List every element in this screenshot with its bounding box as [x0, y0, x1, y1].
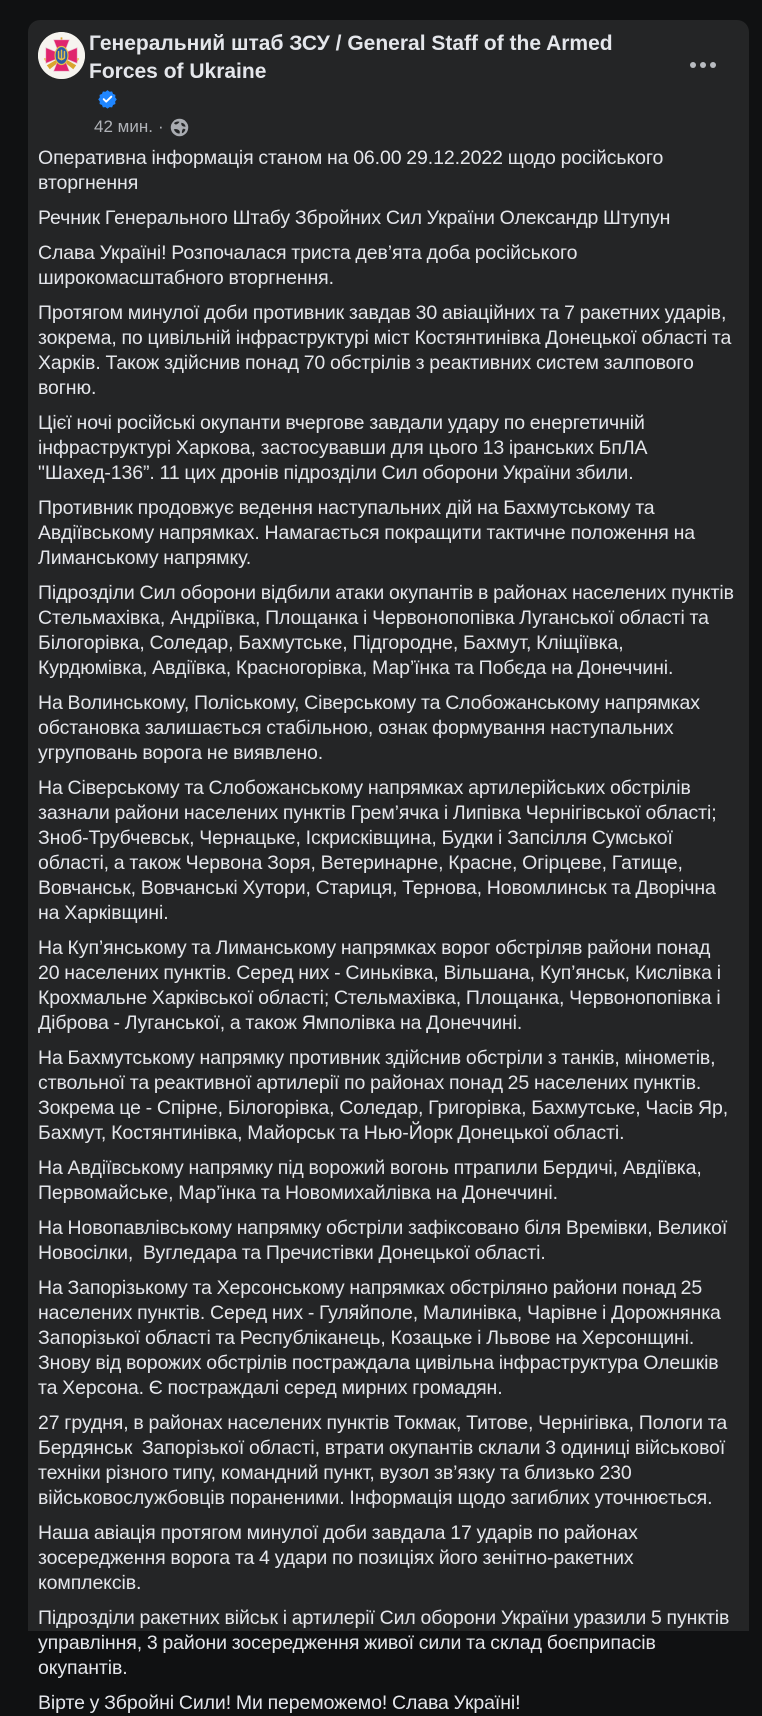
post-paragraph: Наша авіація протягом минулої доби завдала 17 ударів по районах зосередження ворога та 4 удари по позиціях його зенітно-ракетних комплексів.	[38, 1522, 638, 1594]
post-text	[28, 137, 749, 1716]
badge-row	[98, 90, 733, 109]
post-paragraph: Вірте у Збройні Сили! Ми переможемо! Слава Україні!	[38, 1692, 521, 1714]
verified-badge-icon	[98, 90, 117, 109]
post-meta	[94, 117, 733, 137]
page-avatar[interactable]	[38, 32, 85, 79]
post-paragraph: Речник Генерального Штабу Збройних Сил України Олександр Штупун	[38, 207, 671, 229]
post-paragraph: На Бахмутському напрямку противник здійснив обстріли з танків, мінометів, ствольної та реактивної артилерії по районах понад 25 населених пунктів. Зокрема це - Спірне, Білогорівка, Соледар, Григорівка, Бахмутське, Часів Яр, Бахмут, Костянтинівка, Майорськ та Нью-Йорк Донецької області.	[38, 1047, 729, 1144]
post-paragraph: На Новопавлівському напрямку обстріли зафіксовано біля Времівки, Великої Новосілки, Вугледара та Пречистівки Донецької області.	[38, 1217, 728, 1264]
post-header	[28, 20, 749, 137]
post-paragraph: Слава Україні! Розпочалася триста дев’ята доба російського широкомасштабного вторгнення.	[38, 242, 578, 289]
post-paragraph: Оперативна інформація станом на 06.00 29.12.2022 щодо російського вторгнення	[38, 147, 664, 194]
post-paragraph: На Волинському, Поліському, Сіверському та Слобожанському напрямках обстановка залишається стабільною, ознак формування наступальних угруповань ворога не виявлено.	[38, 692, 700, 764]
post-paragraph: На Сіверському та Слобожанському напрямках артилерійських обстрілів зазнали райони населених пунктів Грем’ячка і Липівка Чернігівської області; Зноб-Трубчевськ, Чернацьке, Іскрисківщина, Будки і Запсілля Сумської області, а також Червона Зоря, Ветеринарне, Красне, Огірцеве, Гатище, Вовчанськ, Вовчанські Хутори, Стариця, Тернова, Новомлинськ та Дворічна на Харківщині.	[38, 777, 717, 924]
facebook-post-card	[28, 20, 749, 1714]
post-paragraph: На Авдіївському напрямку під ворожий вогонь птрапили Бердичі, Авдіївка, Первомайське, Мар’їнка та Новомихайлівка на Донеччині.	[38, 1157, 702, 1204]
post-paragraph: Підрозділи ракетних військ і артилерії Сил оборони України уразили 5 пунктів управління, 3 райони зосередження живої сили та склад боєприпасів окупантів.	[38, 1607, 730, 1679]
timestamp[interactable]: 42 мин.	[94, 117, 153, 136]
post-paragraph: Цієї ночі російські окупанти вчергове завдали удару по енергетичній інфраструктурі Харкова, застосувавши для цього 13 іранських БпЛА "Шахед-136”. 11 цих дронів підрозділи Сил оборони України збили.	[38, 412, 648, 484]
post-paragraph: На Куп’янському та Лиманському напрямках ворог обстріляв райони понад 20 населених пунктів. Серед них - Синьківка, Вільшана, Куп’янськ, Кислівка і Крохмальне Харківської області; Стельмахівка, Площанка, Червонопопівка і Діброва - Луганської, а також Ямполівка на Донеччині.	[38, 937, 721, 1034]
globe-privacy-icon	[170, 118, 189, 137]
meta-separator: ·	[157, 117, 164, 136]
post-header-info	[89, 30, 733, 137]
post-options-button[interactable]	[681, 50, 725, 80]
post-paragraph: На Запорізькому та Херсонському напрямках обстріляно райони понад 25 населених пунктів. Серед них - Гуляйполе, Малинівка, Чарівне і Дорожнянка Запорізької області та Республіканець, Козацьке і Львове на Херсонщині. Знову від ворожих обстрілів постраждала цивільна інфраструктура Олешків та Херсона. Є постраждалі серед мирних громадян.	[38, 1277, 721, 1399]
ellipsis-dot	[710, 62, 716, 68]
page-name-link[interactable]: Генеральний штаб ЗСУ / General Staff of the Armed Forces of Ukraine	[89, 32, 613, 83]
post-paragraph: Протягом минулої доби противник завдав 30 авіаційних та 7 ракетних ударів, зокрема, по цивільній інфраструктурі міст Костянтинівка Донецької області та Харків. Також здійснив понад 70 обстрілів з реактивних систем залпового вогню.	[38, 302, 732, 399]
ellipsis-dot	[690, 62, 696, 68]
post-paragraph: 27 грудня, в районах населених пунктів Токмак, Титове, Чернігівка, Пологи та Бердянськ Запорізької області, втрати окупантів склали 3 одиниці військової техніки різного типу, командний пункт, вузол зв’язку та близько 230 військовослужбовців пораненими. Інформація щодо загиблих уточнюється.	[38, 1412, 728, 1509]
ellipsis-dot	[700, 62, 706, 68]
post-paragraph: Противник продовжує ведення наступальних дій на Бахмутському та Авдіївському напрямках. Намагається покращити тактичне положення на Лиманському напрямку.	[38, 497, 695, 569]
post-paragraph: Підрозділи Сил оборони відбили атаки окупантів в районах населених пунктів Стельмахівка, Андріївка, Площанка і Червонопопівка Луганської області та Білогорівка, Соледар, Бахмутське, Підгородне, Бахмут, Кліщіївка, Курдюмівка, Авдіївка, Красногорівка, Мар’їнка та Побєда на Донеччині.	[38, 582, 734, 679]
general-staff-emblem-icon	[38, 32, 85, 79]
